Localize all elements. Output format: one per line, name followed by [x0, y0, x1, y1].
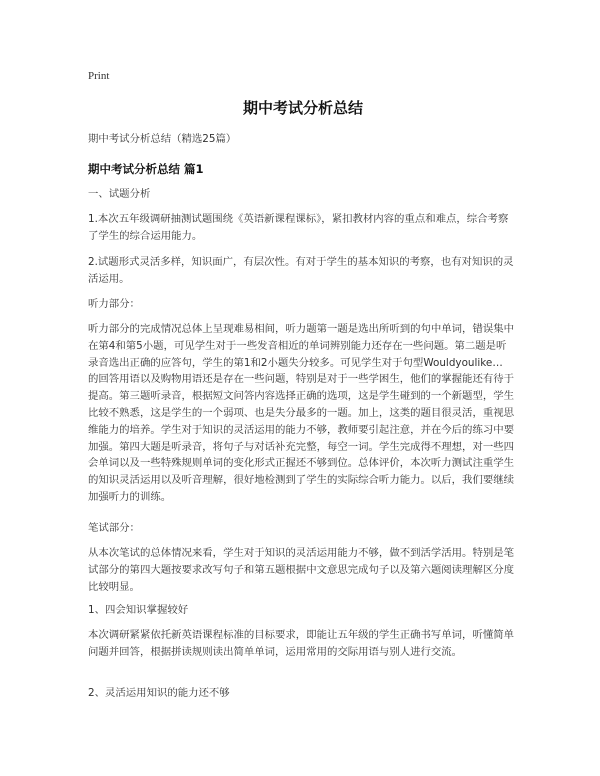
subtitle: 期中考试分析总结（精选25篇）: [88, 133, 237, 145]
paragraph: 2、灵活运用知识的能力还不够: [88, 687, 230, 699]
print-link[interactable]: Print: [88, 70, 110, 82]
section-heading: 期中考试分析总结 篇1: [88, 162, 204, 176]
paragraph: 1、四会知识掌握较好: [88, 604, 189, 616]
paragraph: 一、试题分析: [88, 188, 151, 200]
paragraph: 2.试题形式灵活多样，知识面广，有层次性。有对于学生的基本知识的考察，也有对知识的灵活运用。: [88, 256, 514, 285]
paragraph: 笔试部分：: [88, 522, 140, 534]
page-title: 期中考试分析总结: [242, 99, 363, 117]
paragraph: 听力部分：: [88, 298, 140, 310]
paragraph: 从本次笔试的总体情况来看，学生对于知识的灵活运用能力不够，做不到活学活用。特别是笔试部分的第四大题按要求改写句子和第五题根据中文意思完成句子以及第六题阅读理解区分度比较明显。: [88, 547, 515, 593]
paragraph: 1.本次五年级调研抽测试题围绕《英语新课程课标》，紧扣教材内容的重点和难点，综合考察了学生的综合运用能力。: [88, 213, 509, 242]
paragraph: 听力部分的完成情况总体上呈现难易相间，听力题第一题是选出所听到的句中单词，错误集中在第4和第5小题，可见学生对于一些发音相近的单词辨别能力还存在一些问题。第二题是听录音选出正确的应答句，学生的第1和2小题失分较多。可见学生对于句型Wouldyoulike… 的回答用语以及购物用语还是存在一些问题，特别是对于一些学困生，他们的掌握能还有待于提高。第三题听录音，根据短文问答内容选择正确的选项，这是学生碰到的一个新题型，学生比较不熟悉，这是学生的一个弱项、也是失分最多的一题。加上，这类的题目很灵活，重视思维能力的培养。学生对于知识的灵活运用的能力不够，教师要引起注意，并在今后的练习中要加强。第四大题是听录音，将句子与对话补充完整，每空一词。学生完成得不理想，对一些四会单词以及一些特殊规则单词的变化形式正握还不够到位。总体评价，本次听力测试注重学生的知识灵活运用以及听音理解，很好地检测到了学生的实际综合听力能力。以后，我们要继续加强听力的训练。: [88, 323, 515, 503]
paragraph: 本次调研紧紧依托新英语课程标准的目标要求，即能让五年级的学生正确书写单词，听懂简单问题并回答，根据拼读规则读出简单单词，运用常用的交际用语与别人进行交流。: [88, 629, 515, 658]
